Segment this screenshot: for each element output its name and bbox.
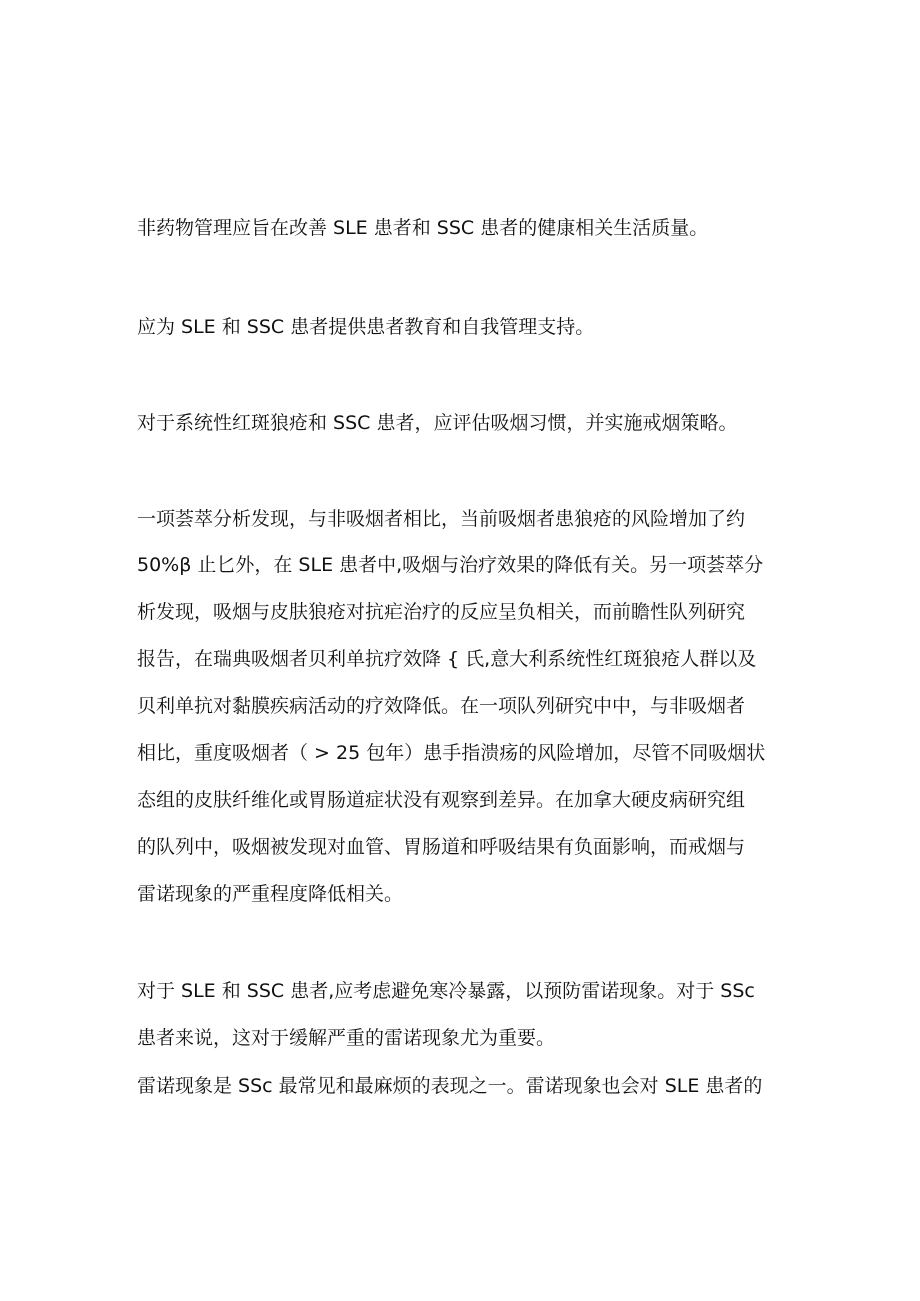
paragraph-4-line-4: 报告，在瑞典吸烟者贝利单抗疗效降 { 氏,意大利系统性红斑狼疮人群以及 [137, 648, 757, 670]
paragraph-4-line-5: 贝利单抗对黏膜疾病活动的疗效降低。在一项队列研究中中，与非吸烟者 [137, 695, 746, 717]
paragraph-2-line-1: 应为 SLE 和 SSC 患者提供患者教育和自我管理支持。 [137, 316, 595, 338]
paragraph-4-line-8: 的队列中，吸烟被发现对血管、胃肠道和呼吸结果有负面影响，而戒烟与 [137, 836, 746, 858]
paragraph-4-line-1: 一项荟萃分析发现，与非吸烟者相比，当前吸烟者患狼疮的风险增加了约 [137, 508, 746, 530]
paragraph-5-line-1: 对于 SLE 和 SSC 患者,应考虑避免寒冷暴露，以预防雷诺现象。对于 SSc [137, 980, 755, 1002]
paragraph-4-line-2: 50%β 止匕外，在 SLE 患者中,吸烟与治疗效果的降低有关。另一项荟萃分 [137, 554, 764, 576]
paragraph-5-line-2: 患者来说，这对于缓解严重的雷诺现象尤为重要。 [137, 1027, 556, 1049]
paragraph-4-line-7: 态组的皮肤纤维化或胃肠道症状没有观察到差异。在加拿大硬皮病研究组 [137, 789, 746, 811]
paragraph-4-line-9: 雷诺现象的严重程度降低相关。 [137, 883, 404, 905]
paragraph-4-line-6: 相比，重度吸烟者（ > 25 包年）患手指溃疡的风险增加，尽管不同吸烟状 [137, 742, 766, 764]
paragraph-6-line-1: 雷诺现象是 SSc 最常见和最麻烦的表现之一。雷诺现象也会对 SLE 患者的 [137, 1075, 763, 1097]
paragraph-3-line-1: 对于系统性红斑狼疮和 SSC 患者，应评估吸烟习惯，并实施戒烟策略。 [137, 412, 738, 434]
paragraph-1-line-1: 非药物管理应旨在改善 SLE 患者和 SSC 患者的健康相关生活质量。 [137, 217, 709, 239]
paragraph-4-line-3: 析发现，吸烟与皮肤狼疮对抗疟治疗的反应呈负相关，而前瞻性队列研究 [137, 601, 746, 623]
